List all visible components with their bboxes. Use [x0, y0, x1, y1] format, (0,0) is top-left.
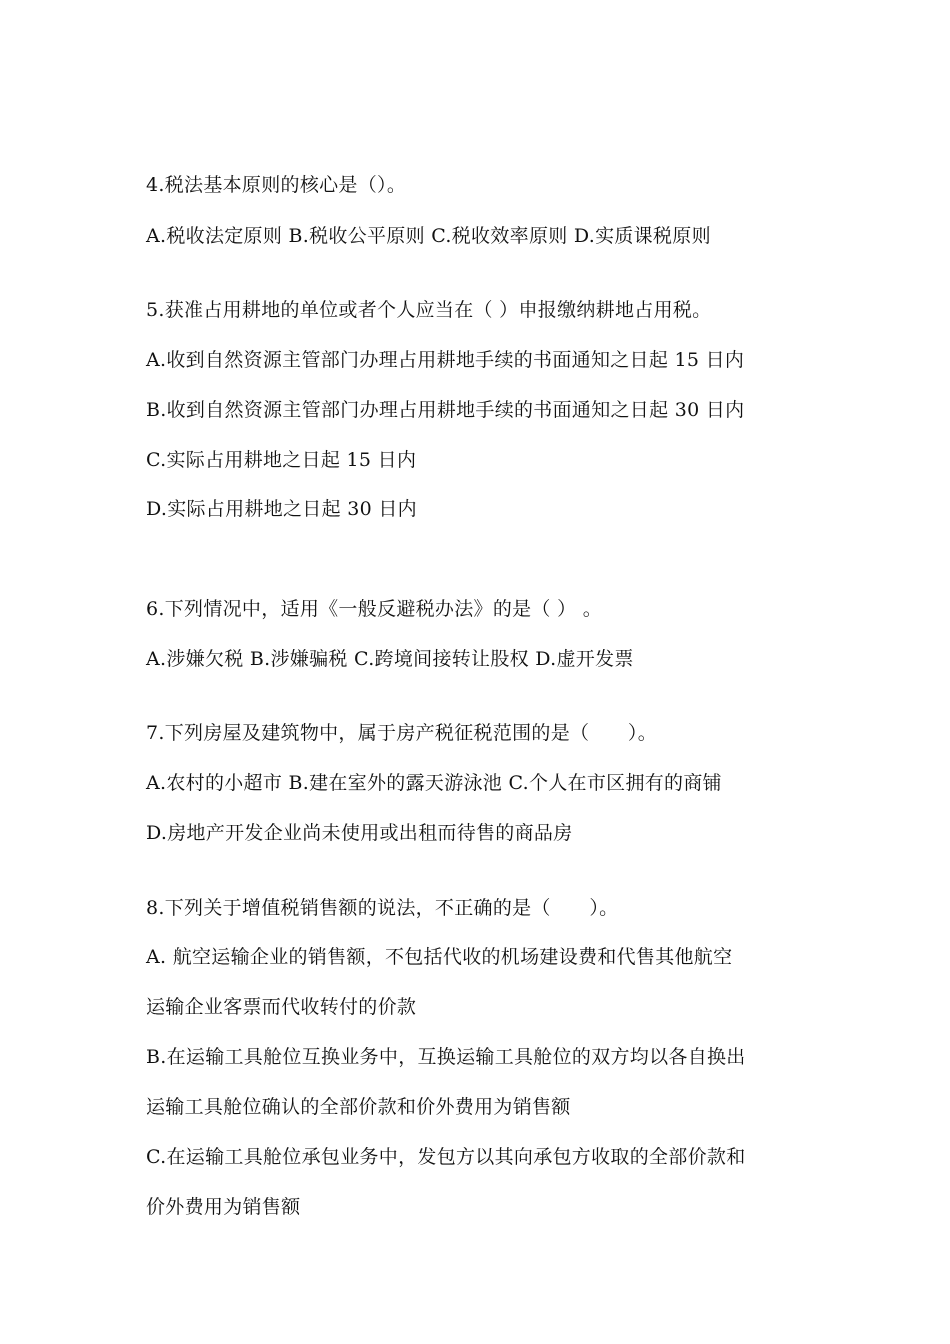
question-8-option-a-line-2: 运输企业客票而代收转付的价款: [146, 996, 417, 1018]
question-8-option-b-line-1: B.在运输工具舱位互换业务中，互换运输工具舱位的双方均以各自换出: [146, 1046, 746, 1068]
question-5-option-d: D.实际占用耕地之日起 30 日内: [146, 498, 417, 520]
question-7-options-line-1: A.农村的小超市 B.建在室外的露天游泳池 C.个人在市区拥有的商铺: [146, 772, 722, 794]
question-8-option-c-line-2: 价外费用为销售额: [146, 1196, 301, 1218]
question-4-stem: 4.税法基本原则的核心是（）。: [146, 174, 407, 196]
question-5-option-b: B.收到自然资源主管部门办理占用耕地手续的书面通知之日起 30 日内: [146, 399, 745, 421]
question-6-stem: 6.下列情况中，适用《一般反避税办法》的是（ ） 。: [146, 598, 603, 620]
question-8-option-b-line-2: 运输工具舱位确认的全部价款和价外费用为销售额: [146, 1096, 571, 1118]
question-6-options: A.涉嫌欠税 B.涉嫌骗税 C.跨境间接转让股权 D.虚开发票: [146, 648, 634, 670]
question-5-stem: 5.获准占用耕地的单位或者个人应当在（ ）申报缴纳耕地占用税。: [146, 299, 712, 321]
question-5-option-a: A.收到自然资源主管部门办理占用耕地手续的书面通知之日起 15 日内: [146, 349, 745, 371]
question-8-option-a-line-1: A. 航空运输企业的销售额，不包括代收的机场建设费和代售其他航空: [146, 946, 733, 968]
question-7-options-line-2: D.房地产开发企业尚未使用或出租而待售的商品房: [146, 822, 573, 844]
question-4-options: A.税收法定原则 B.税收公平原则 C.税收效率原则 D.实质课税原则: [146, 225, 711, 247]
question-5-option-c: C.实际占用耕地之日起 15 日内: [146, 449, 417, 471]
question-7-stem: 7.下列房屋及建筑物中，属于房产税征税范围的是（ ）。: [146, 722, 658, 744]
question-8-stem: 8.下列关于增值税销售额的说法，不正确的是（ ）。: [146, 897, 619, 919]
question-8-option-c-line-1: C.在运输工具舱位承包业务中，发包方以其向承包方收取的全部价款和: [146, 1146, 746, 1168]
